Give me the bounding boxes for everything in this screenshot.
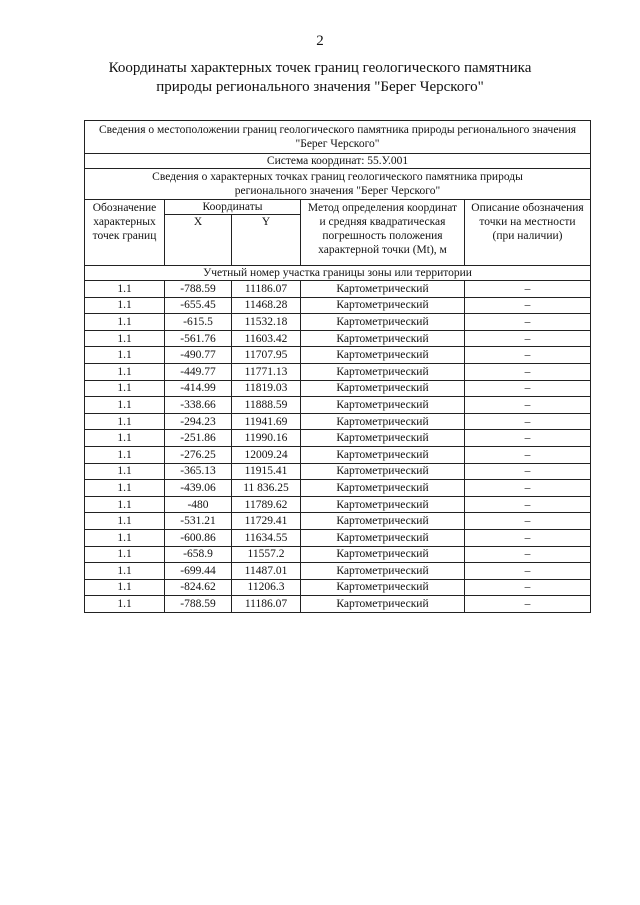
table-row [85, 413, 591, 430]
cell-y: 11603.42 [232, 330, 301, 347]
cell-point: 1.1 [85, 480, 165, 497]
table-row [85, 579, 591, 596]
cell-point: 1.1 [85, 397, 165, 414]
table-row [85, 281, 591, 298]
table-row [85, 529, 591, 546]
cell-y: 11634.55 [232, 529, 301, 546]
cell-method: Картометрический [301, 380, 465, 397]
cell-description: – [465, 563, 591, 580]
table-row [85, 480, 591, 497]
cell-description: – [465, 529, 591, 546]
cell-y: 11771.13 [232, 363, 301, 380]
cell-x: -251.86 [165, 430, 232, 447]
cell-method: Картометрический [301, 413, 465, 430]
cell-method: Картометрический [301, 297, 465, 314]
title-line-2: природы регионального значения "Берег Черского" [156, 79, 484, 95]
cell-method: Картометрический [301, 314, 465, 331]
cell-point: 1.1 [85, 579, 165, 596]
table-row [85, 513, 591, 530]
cell-point: 1.1 [85, 314, 165, 331]
cell-y: 11990.16 [232, 430, 301, 447]
cell-description: – [465, 480, 591, 497]
cell-y: 11532.18 [232, 314, 301, 331]
cell-x: -294.23 [165, 413, 232, 430]
table-row [85, 463, 591, 480]
cell-x: -699.44 [165, 563, 232, 580]
account-number-cell: Учетный номер участка границы зоны или территории [85, 266, 591, 281]
cell-description: – [465, 446, 591, 463]
cell-y: 11487.01 [232, 563, 301, 580]
cell-method: Картометрический [301, 513, 465, 530]
cell-description: – [465, 297, 591, 314]
cell-description: – [465, 513, 591, 530]
table-row [85, 446, 591, 463]
cell-method: Картометрический [301, 596, 465, 613]
cell-x: -655.45 [165, 297, 232, 314]
cell-description: – [465, 463, 591, 480]
cell-description: – [465, 496, 591, 513]
table-row [85, 330, 591, 347]
cell-point: 1.1 [85, 330, 165, 347]
header-y: Y [232, 215, 301, 266]
cell-y: 11557.2 [232, 546, 301, 563]
cell-y: 11819.03 [232, 380, 301, 397]
cell-method: Картометрический [301, 546, 465, 563]
cell-point: 1.1 [85, 297, 165, 314]
cell-description: – [465, 363, 591, 380]
cell-y: 11888.59 [232, 397, 301, 414]
cell-method: Картометрический [301, 347, 465, 364]
cell-description: – [465, 596, 591, 613]
cell-point: 1.1 [85, 347, 165, 364]
cell-x: -276.25 [165, 446, 232, 463]
cell-description: – [465, 347, 591, 364]
page-number: 2 [316, 33, 324, 49]
cell-y: 11789.62 [232, 496, 301, 513]
cell-x: -414.99 [165, 380, 232, 397]
cell-x: -615.5 [165, 314, 232, 331]
cell-method: Картометрический [301, 496, 465, 513]
cell-x: -788.59 [165, 281, 232, 298]
coord-system-cell: Система координат: 55.У.001 [85, 154, 591, 169]
cell-x: -439.06 [165, 480, 232, 497]
cell-method: Картометрический [301, 281, 465, 298]
cell-x: -824.62 [165, 579, 232, 596]
cell-x: -531.21 [165, 513, 232, 530]
table-row [85, 363, 591, 380]
cell-x: -365.13 [165, 463, 232, 480]
cell-y: 11729.41 [232, 513, 301, 530]
cell-method: Картометрический [301, 330, 465, 347]
cell-description: – [465, 330, 591, 347]
cell-x: -658.9 [165, 546, 232, 563]
table-row [85, 546, 591, 563]
cell-point: 1.1 [85, 529, 165, 546]
cell-point: 1.1 [85, 596, 165, 613]
cell-method: Картометрический [301, 463, 465, 480]
cell-point: 1.1 [85, 463, 165, 480]
cell-description: – [465, 413, 591, 430]
cell-y: 11941.69 [232, 413, 301, 430]
cell-y: 11186.07 [232, 281, 301, 298]
title-line-1: Координаты характерных точек границ геологического памятника [108, 60, 532, 76]
table-row [85, 347, 591, 364]
points-info-cell: Сведения о характерных точках границ геологического памятника природы регионального значения "Берег Черского" [85, 169, 591, 200]
cell-x: -561.76 [165, 330, 232, 347]
cell-description: – [465, 579, 591, 596]
cell-method: Картометрический [301, 397, 465, 414]
cell-y: 11915.41 [232, 463, 301, 480]
cell-point: 1.1 [85, 281, 165, 298]
cell-x: -449.77 [165, 363, 232, 380]
table-row [85, 314, 591, 331]
cell-description: – [465, 397, 591, 414]
location-info-cell: Сведения о местоположении границ геологического памятника природы регионального значения "Берег Черского" [85, 121, 591, 154]
header-method: Метод определения координат и средняя квадратическая погрешность положения характерной точки (Mt), м [301, 200, 465, 266]
cell-description: – [465, 546, 591, 563]
cell-method: Картометрический [301, 430, 465, 447]
cell-point: 1.1 [85, 546, 165, 563]
cell-x: -490.77 [165, 347, 232, 364]
cell-description: – [465, 281, 591, 298]
header-point-designation: Обозначение характерных точек границ [85, 200, 165, 266]
table-row [85, 496, 591, 513]
cell-method: Картометрический [301, 363, 465, 380]
header-description: Описание обозначения точки на местности (при наличии) [465, 200, 591, 266]
cell-description: – [465, 314, 591, 331]
cell-point: 1.1 [85, 380, 165, 397]
table-row [85, 380, 591, 397]
cell-x: -338.66 [165, 397, 232, 414]
cell-method: Картометрический [301, 446, 465, 463]
cell-y: 11707.95 [232, 347, 301, 364]
cell-point: 1.1 [85, 446, 165, 463]
cell-point: 1.1 [85, 430, 165, 447]
cell-y: 11 836.25 [232, 480, 301, 497]
cell-point: 1.1 [85, 496, 165, 513]
cell-method: Картометрический [301, 579, 465, 596]
table-row [85, 596, 591, 613]
cell-point: 1.1 [85, 513, 165, 530]
cell-y: 12009.24 [232, 446, 301, 463]
header-coordinates: Координаты [165, 200, 301, 215]
cell-point: 1.1 [85, 563, 165, 580]
table-row [85, 563, 591, 580]
data-rows [85, 281, 591, 613]
table-row [85, 297, 591, 314]
cell-method: Картометрический [301, 563, 465, 580]
cell-method: Картометрический [301, 480, 465, 497]
cell-description: – [465, 380, 591, 397]
cell-y: 11468.28 [232, 297, 301, 314]
cell-point: 1.1 [85, 413, 165, 430]
table-row [85, 397, 591, 414]
cell-x: -788.59 [165, 596, 232, 613]
cell-y: 11206.3 [232, 579, 301, 596]
cell-y: 11186.07 [232, 596, 301, 613]
table-row [85, 430, 591, 447]
document-title [60, 59, 580, 97]
coordinates-table [84, 120, 591, 613]
cell-x: -480 [165, 496, 232, 513]
cell-method: Картометрический [301, 529, 465, 546]
cell-description: – [465, 430, 591, 447]
cell-x: -600.86 [165, 529, 232, 546]
header-x: X [165, 215, 232, 266]
cell-point: 1.1 [85, 363, 165, 380]
